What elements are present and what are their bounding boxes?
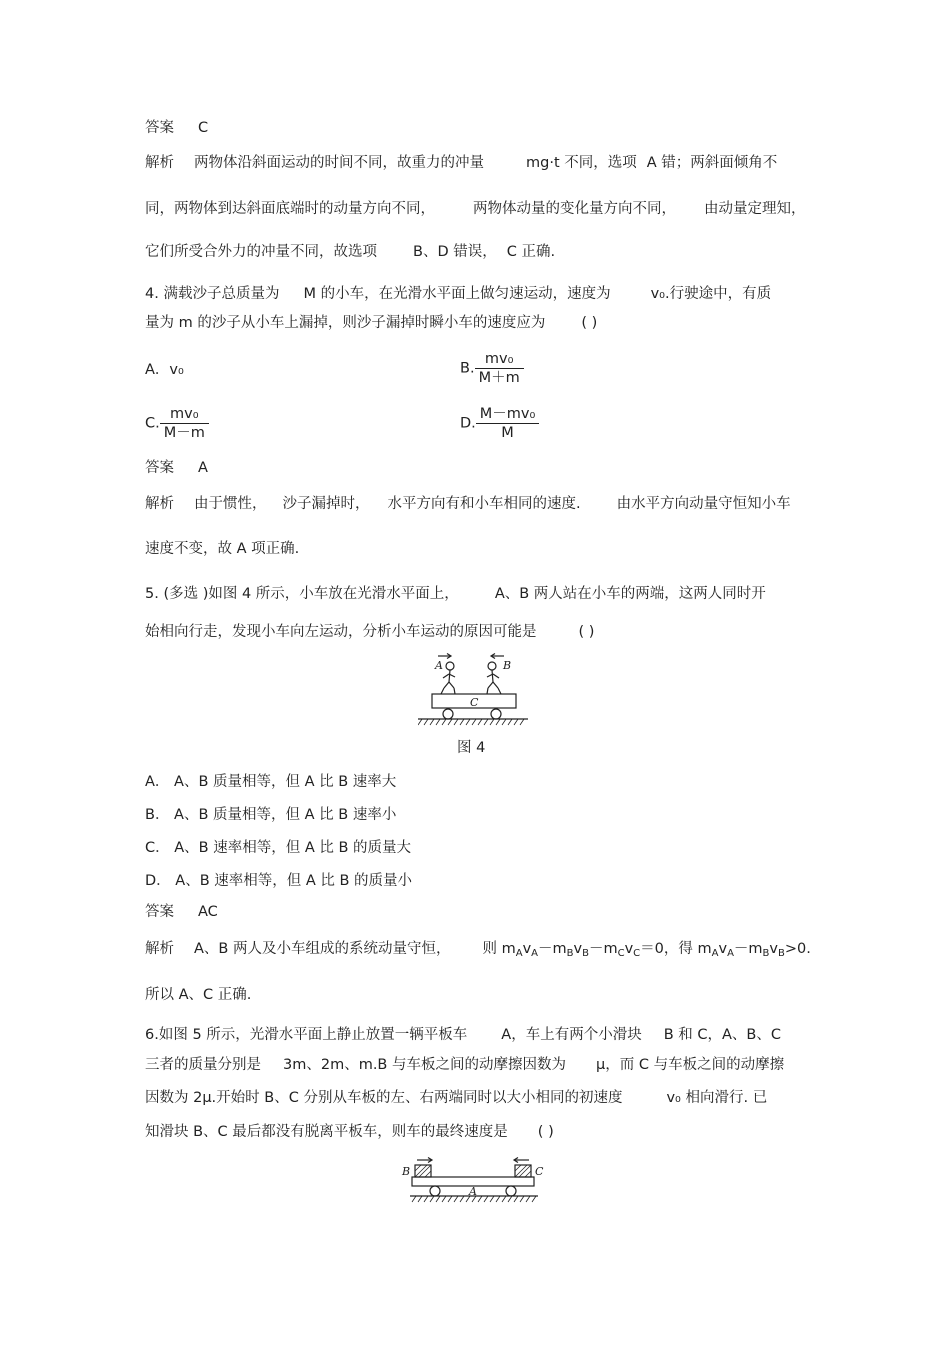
analysis-text: C 正确. [506,244,556,260]
momentum-equation [482,941,810,957]
subscript: C [633,948,641,959]
answer-value: C [198,120,209,136]
fraction-denominator: M [476,423,540,442]
subscript: B [566,948,574,959]
answer-paren: ( ) [537,1124,554,1140]
fraction [475,350,524,387]
analysis-text: 两物体沿斜面运动的时间不同，故重力的冲量 [194,155,484,171]
q4-option-d [460,405,539,442]
wheel [443,709,453,719]
answer-label: 答案 [145,120,174,136]
subscript: A [531,948,538,959]
equation-part: v [522,941,532,957]
equation-part: 则 m [482,941,516,957]
subscript: B [778,948,785,959]
subscript: B [762,948,770,959]
analysis-text: mg·t 不同，选项 [526,155,637,171]
analysis-text: A、B 两人及小车组成的系统动量守恒， [194,941,451,957]
question-text: A，车上有两个小滑块 [501,1027,642,1043]
answer-label: 答案 [145,460,174,476]
question-text: A、B 两人站在小车的两端，这两人同时开 [494,586,766,602]
q4-stem-line-2 [145,313,597,333]
q3-answer-line [145,118,208,138]
option-label: A． [145,362,170,378]
person-a [441,662,455,694]
analysis-text: 由于惯性， [194,496,267,512]
q4-option-a [145,360,184,380]
equation-part: ＝0，得 m [640,941,712,957]
figure-4-cart-diagram [418,652,530,730]
q5-stem-line-1 [145,584,766,604]
equation-part: v [573,941,583,957]
q4-answer-line [145,458,208,478]
option-label: B. [460,360,475,377]
arrow-left-icon [491,654,504,659]
label-a: A [435,659,443,672]
analysis-text: 它们所受合外力的冲量不同，故选项 [145,244,377,260]
wheel [506,1186,516,1196]
arrow-left-icon [514,1158,529,1163]
label-c: C [535,1165,544,1178]
fraction-denominator: M－m [160,423,209,442]
answer-paren: ( ) [578,624,595,640]
question-text: μ，而 C 与车板之间的动摩擦 [596,1057,785,1073]
q5-answer-line [145,902,218,922]
answer-value: AC [198,904,218,920]
analysis-text: 速度不变，故 A 项正确. [145,541,300,557]
fraction [476,405,540,442]
question-text: v₀ 相向滑行. 已 [666,1090,768,1106]
subscript: B [582,948,589,959]
equation-part: v [769,941,778,957]
subscript: C [617,948,625,959]
option-value: v₀ [169,362,184,378]
question-text: 3m、2m、m.B 与车板之间的动摩擦因数为 [283,1057,566,1073]
question-text: B 和 C，A、B、C [663,1027,781,1043]
arrow-right-icon [417,1158,432,1163]
question-text: 三者的质量分别是 [145,1057,261,1073]
answer-label: 答案 [145,904,174,920]
wheel [430,1186,440,1196]
q6-stem-line-2 [145,1055,784,1075]
label-c: C [470,696,479,709]
answer-paren: ( ) [581,315,598,331]
block-c [515,1165,531,1177]
option-label: C. [145,415,160,432]
analysis-text: 两物体动量的变化量方向不同， [473,201,676,217]
analysis-label: 解析 [145,155,174,171]
analysis-label: 解析 [145,496,174,512]
question-text: 知滑块 B、C 最后都没有脱离平板车，则车的最终速度是 [145,1124,508,1140]
equation-part: －m [733,941,763,957]
subscript: A [727,948,734,959]
fraction-numerator: mv₀ [170,406,199,422]
q5-option-c: C． A、B 速率相等，但 A 比 B 的质量大 [145,840,412,856]
q5-analysis-line-2: 所以 A、C 正确. [145,987,252,1003]
analysis-text: 由动量定理知， [704,201,806,217]
analysis-text: 由水平方向动量守恒知小车 [616,496,791,512]
analysis-label: 解析 [145,941,174,957]
analysis-text: 水平方向有和小车相同的速度. [387,496,581,512]
q6-stem-line-3 [145,1088,767,1108]
q5-option-d: D． A、B 速率相等，但 A 比 B 的质量小 [145,873,413,889]
subscript: A [711,948,719,959]
q5-option-b: B． A、B 质量相等，但 A 比 B 速率小 [145,807,397,823]
question-text: M 的小车，在光滑水平面上做匀速运动，速度为 [303,286,611,302]
subscript: A [515,948,523,959]
q6-stem-line-4 [145,1122,554,1142]
option-label: D. [460,415,476,432]
equation-part: v [718,941,728,957]
q3-analysis-line-3 [145,242,555,262]
fraction-numerator: mv₀ [484,351,514,367]
analysis-text: 同，两物体到达斜面底端时的动量方向不同， [145,201,435,217]
question-text: 量为 m 的沙子从小车上漏掉，则沙子漏掉时瞬小车的速度应为 [145,315,546,331]
label-b: B [402,1165,411,1178]
equation-part: －m [538,941,567,957]
analysis-text: A 错；两斜面倾角不 [646,155,778,171]
block-b [415,1165,431,1177]
question-text: 因数为 2μ.开始时 B、C 分别从车板的左、右两端同时以大小相同的初速度 [145,1090,623,1106]
equation-part: －m [588,941,618,957]
q4-option-c [145,405,209,442]
arrow-right-icon [438,654,451,659]
question-text: v₀.行驶途中，有质 [650,286,772,302]
q4-option-b [460,350,524,387]
q3-analysis-line-1 [145,153,777,173]
q4-stem-line-1 [145,284,771,304]
ground-hatching [418,719,524,725]
q3-analysis-line-2 [145,199,806,219]
answer-value: A [198,460,208,476]
q5-option-a: A． A、B 质量相等，但 A 比 B 速率大 [145,774,397,790]
fraction-denominator: M＋m [475,368,524,387]
q6-stem-line-1 [145,1025,781,1045]
figure-caption: 图 4 [457,740,486,756]
equation-part: v [624,941,634,957]
person-b [487,662,501,694]
label-b: B [503,659,512,672]
q4-analysis-line-1 [145,494,791,514]
question-text: 5. (多选 )如图 4 所示，小车放在光滑水平面上， [145,586,459,602]
analysis-text: B、D 错误， [413,244,497,260]
label-a: A [469,1185,477,1198]
wheel [491,709,501,719]
question-text: 6.如图 5 所示，光滑水平面上静止放置一辆平板车 [145,1027,468,1043]
question-text: 4. 满载沙子总质量为 [145,286,280,302]
figure-5-plank-diagram [398,1156,550,1206]
equation-part: >0. [784,941,811,957]
fraction [160,405,209,442]
fraction-numerator: M－mv₀ [479,406,536,422]
q5-stem-line-2 [145,622,594,642]
analysis-text: 沙子漏掉时， [282,496,370,512]
q5-analysis-line-1 [145,939,811,964]
q4-analysis-line-2 [145,539,299,559]
question-text: 始相向行走，发现小车向左运动，分析小车运动的原因可能是 [145,624,537,640]
